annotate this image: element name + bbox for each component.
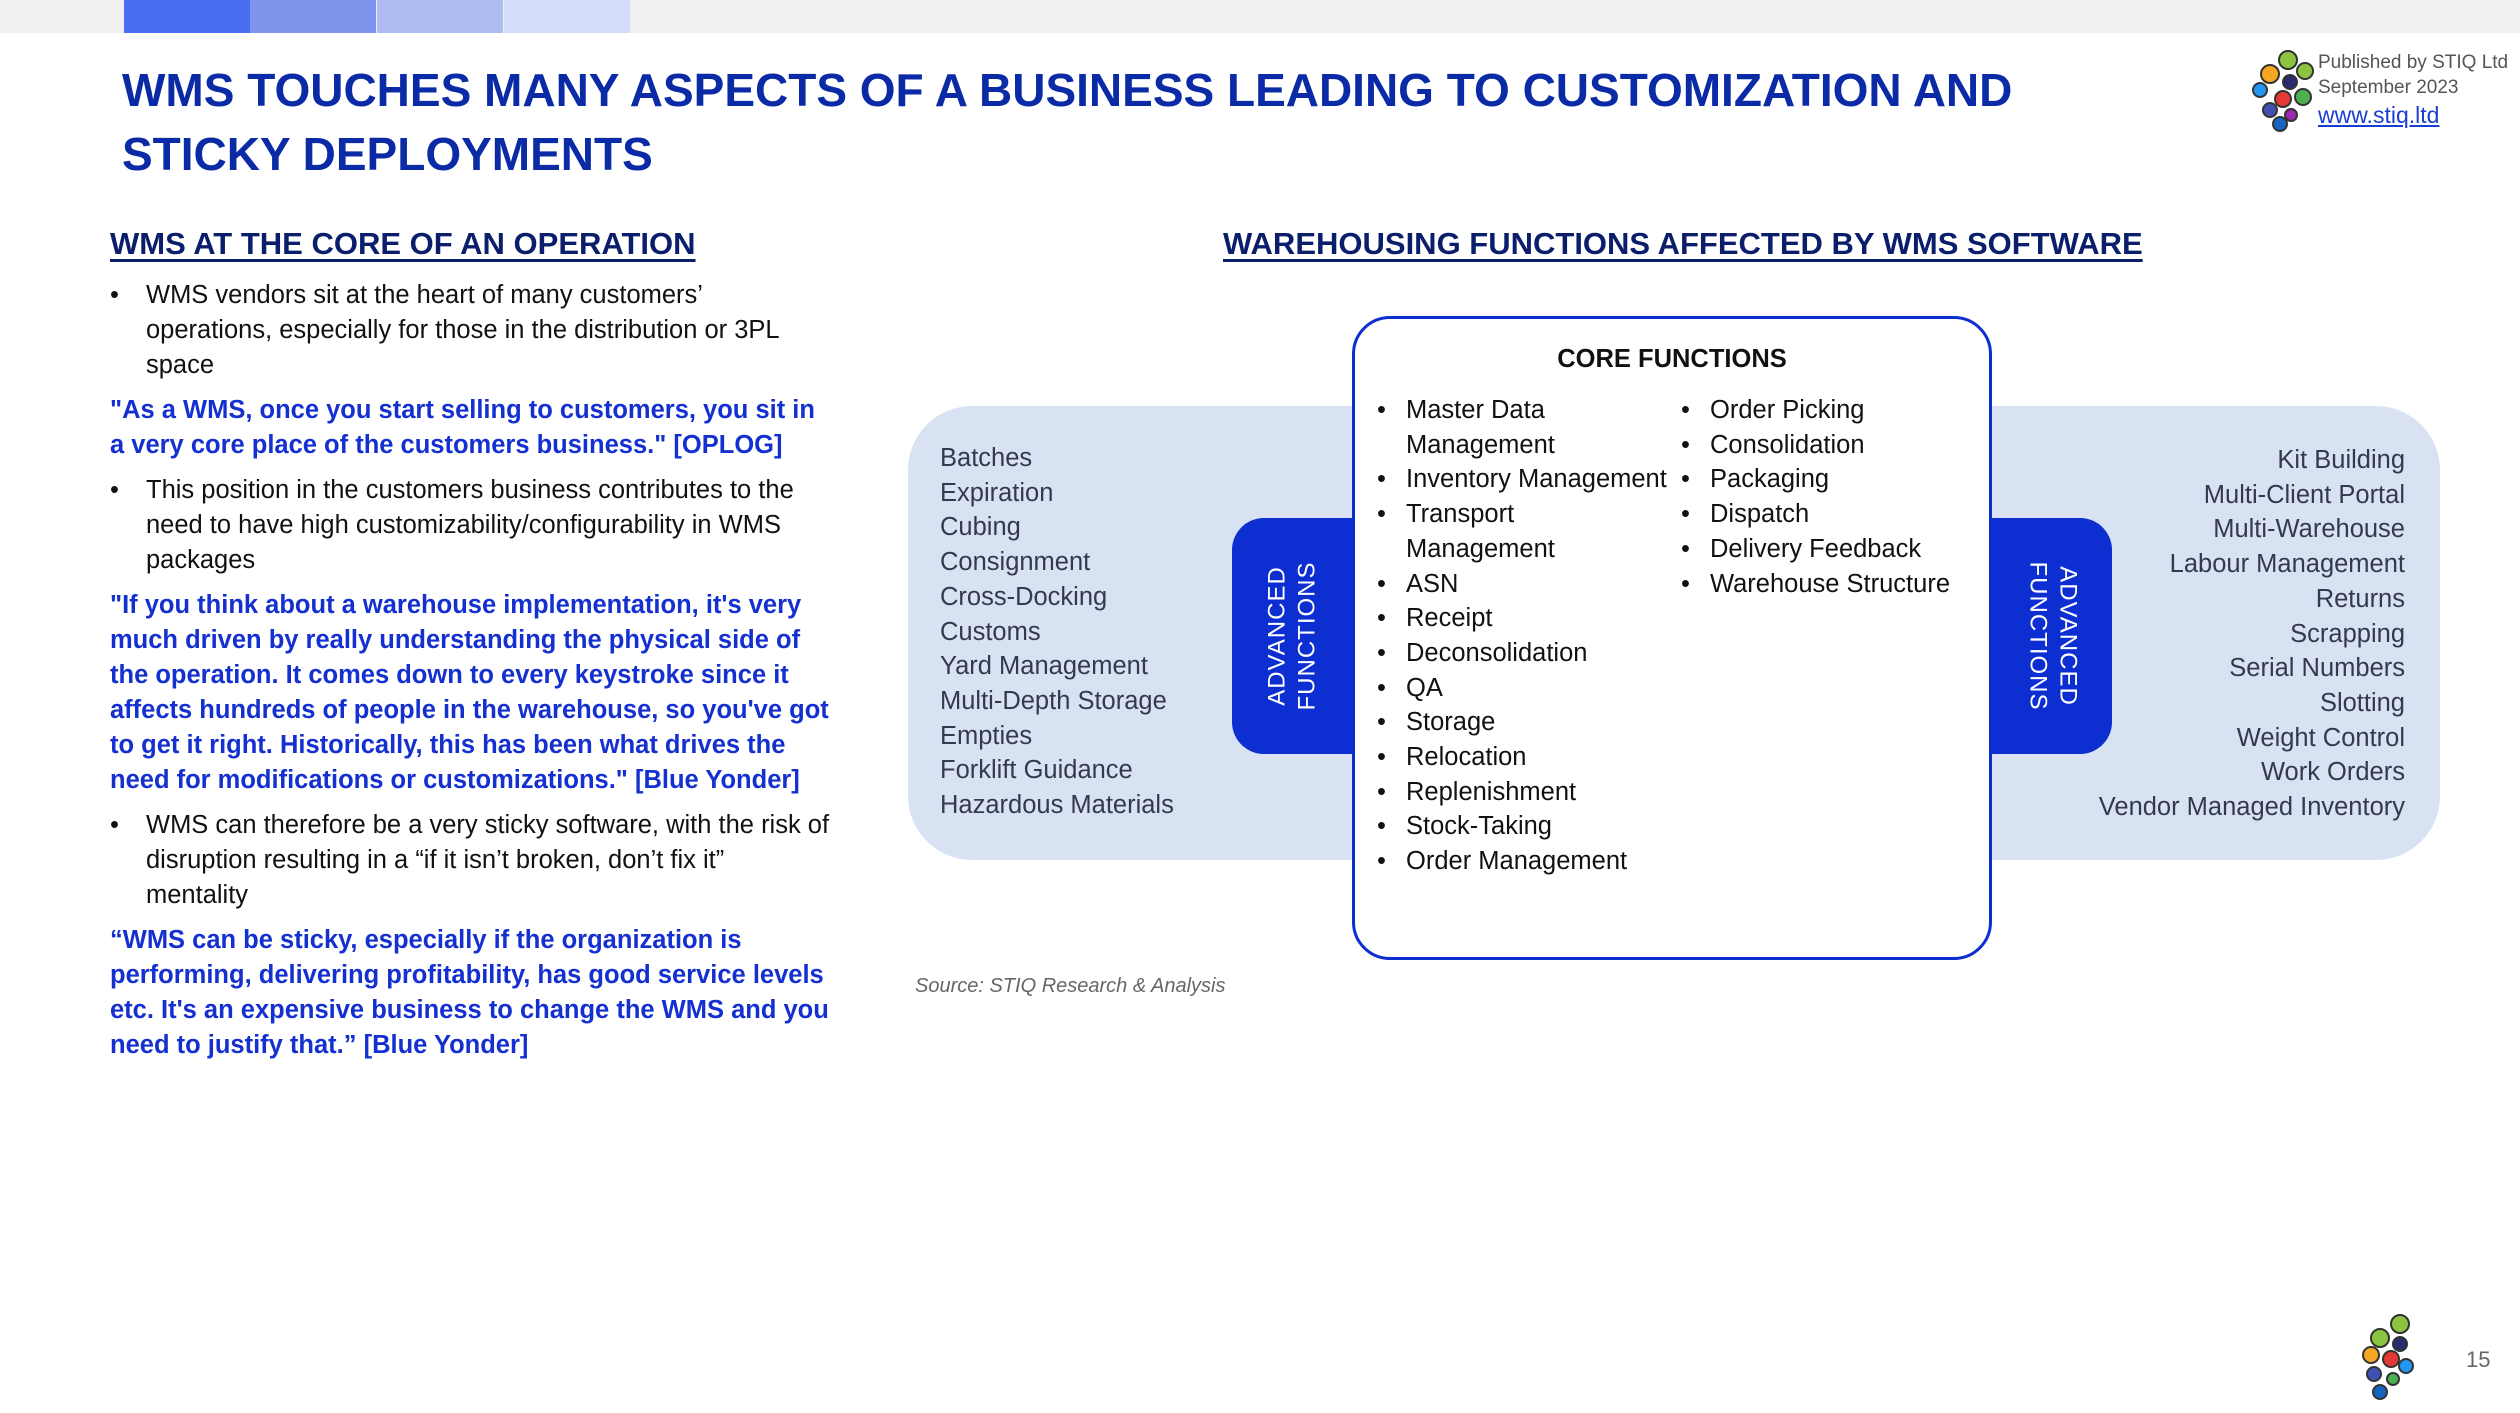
list-item: • Replenishment xyxy=(1369,775,1669,810)
list-item: Yard Management xyxy=(940,652,1148,681)
list-item: Kit Building xyxy=(2277,446,2405,474)
bullet-point: • This position in the customers business contributes to the need to have high customizability/configurability in WMS packages xyxy=(110,473,830,578)
core-functions-box xyxy=(1352,316,1992,960)
list-item: • ASN xyxy=(1369,567,1669,602)
list-item: • Dispatch xyxy=(1673,497,1983,532)
left-column-text xyxy=(110,278,830,1073)
functions-label: FUNCTIONS xyxy=(2024,561,2051,711)
list-item: • Consolidation xyxy=(1673,428,1983,463)
list-item: Consignment xyxy=(940,548,1091,577)
list-item: • Receipt xyxy=(1369,601,1669,636)
left-section-heading: WMS AT THE CORE OF AN OPERATION xyxy=(110,226,696,261)
list-item: • Packaging xyxy=(1673,462,1983,497)
page-number: 15 xyxy=(2466,1347,2491,1372)
list-item: Returns xyxy=(2315,584,2405,613)
bullet-point: • WMS can therefore be a very sticky software, with the risk of disruption resulting in a “if it isn’t broken, don’t fix it” mentality xyxy=(110,808,830,913)
list-item: Multi-Depth Storage xyxy=(940,686,1167,715)
list-item: Work Orders xyxy=(2260,758,2405,787)
quote-blue-yonder: "If you think about a warehouse implementation, it's very much driven by really understanding the physical side of the operation. It comes down to every keystroke since it affects hundreds of people in the warehouse, so you've got to get it right. Historically, this has been what drives the need for modifications or customizations." [Blue Yonder] xyxy=(110,591,829,794)
website-link[interactable]: www.stiq.ltd xyxy=(2318,102,2440,128)
progress-segment-2 xyxy=(250,0,376,33)
list-item: • Order Management xyxy=(1369,844,1669,879)
list-item: Scrapping xyxy=(2290,619,2405,648)
list-item: Cubing xyxy=(940,513,1021,542)
advanced-label: ADVANCED xyxy=(2054,566,2081,706)
advanced-functions-left-list xyxy=(940,441,1174,823)
list-item: Multi-Warehouse xyxy=(2213,515,2405,544)
list-item: • Inventory Management xyxy=(1369,462,1669,497)
progress-segment-3 xyxy=(377,0,503,33)
quote-blue-yonder-2: “WMS can be sticky, especially if the organization is performing, delivering profitability, has good service levels etc. It's an expensive business to change the WMS and you need to justify that.” [Blue Yonder] xyxy=(110,926,829,1059)
publish-date: September 2023 xyxy=(2318,77,2459,98)
core-functions-column-1 xyxy=(1369,393,1669,879)
list-item: • Deconsolidation xyxy=(1369,636,1669,671)
list-item: Cross-Docking xyxy=(940,582,1108,611)
publisher-info xyxy=(2318,50,2508,130)
progress-segment-1 xyxy=(124,0,250,33)
list-item: Multi-Client Portal xyxy=(2203,480,2405,509)
list-item: • Transport Management xyxy=(1369,497,1669,566)
right-section-heading: WAREHOUSING FUNCTIONS AFFECTED BY WMS SOFTWARE xyxy=(1223,226,2143,261)
list-item: Labour Management xyxy=(2169,550,2405,579)
list-item: Empties xyxy=(940,721,1033,750)
publisher-line: Published by STIQ Ltd xyxy=(2318,52,2509,73)
list-item: • Master Data Management xyxy=(1369,393,1669,462)
list-item: • QA xyxy=(1369,671,1669,706)
advanced-functions-right-list xyxy=(2099,443,2405,825)
source-note: Source: STIQ Research & Analysis xyxy=(915,975,1226,997)
list-item: • Delivery Feedback xyxy=(1673,532,1983,567)
top-progress-bar xyxy=(0,0,2520,33)
quote-oplog: "As a WMS, once you start selling to customers, you sit in a very core place of the customers business." [OPLOG] xyxy=(110,396,815,459)
advanced-label: ADVANCED xyxy=(1263,566,1290,706)
core-functions-column-2 xyxy=(1673,393,1983,601)
functions-label: FUNCTIONS xyxy=(1293,561,1320,711)
list-item: Batches xyxy=(940,444,1033,472)
stiq-logo-top xyxy=(2252,50,2314,132)
list-item: Serial Numbers xyxy=(2229,654,2405,683)
list-item: Vendor Managed Inventory xyxy=(2098,793,2405,822)
progress-segment-4 xyxy=(504,0,630,33)
list-item: Customs xyxy=(940,617,1041,646)
list-item: • Relocation xyxy=(1369,740,1669,775)
list-item: • Warehouse Structure xyxy=(1673,567,1983,602)
list-item: Expiration xyxy=(940,478,1054,507)
stiq-logo-bottom xyxy=(2358,1314,2414,1404)
list-item: Slotting xyxy=(2319,688,2405,717)
list-item: Hazardous Materials xyxy=(940,791,1174,820)
list-item: Forklift Guidance xyxy=(940,756,1133,785)
list-item: Weight Control xyxy=(2236,723,2405,752)
bullet-point: • WMS vendors sit at the heart of many customers’ operations, especially for those in the distribution or 3PL space xyxy=(110,278,830,383)
list-item: • Order Picking xyxy=(1673,393,1983,428)
page-title: WMS TOUCHES MANY ASPECTS OF A BUSINESS LEADING TO CUSTOMIZATION AND STICKY DEPLOYMENTS xyxy=(122,64,2013,180)
core-functions-title: CORE FUNCTIONS xyxy=(1557,345,1787,373)
list-item: • Stock-Taking xyxy=(1369,809,1669,844)
list-item: • Storage xyxy=(1369,705,1669,740)
